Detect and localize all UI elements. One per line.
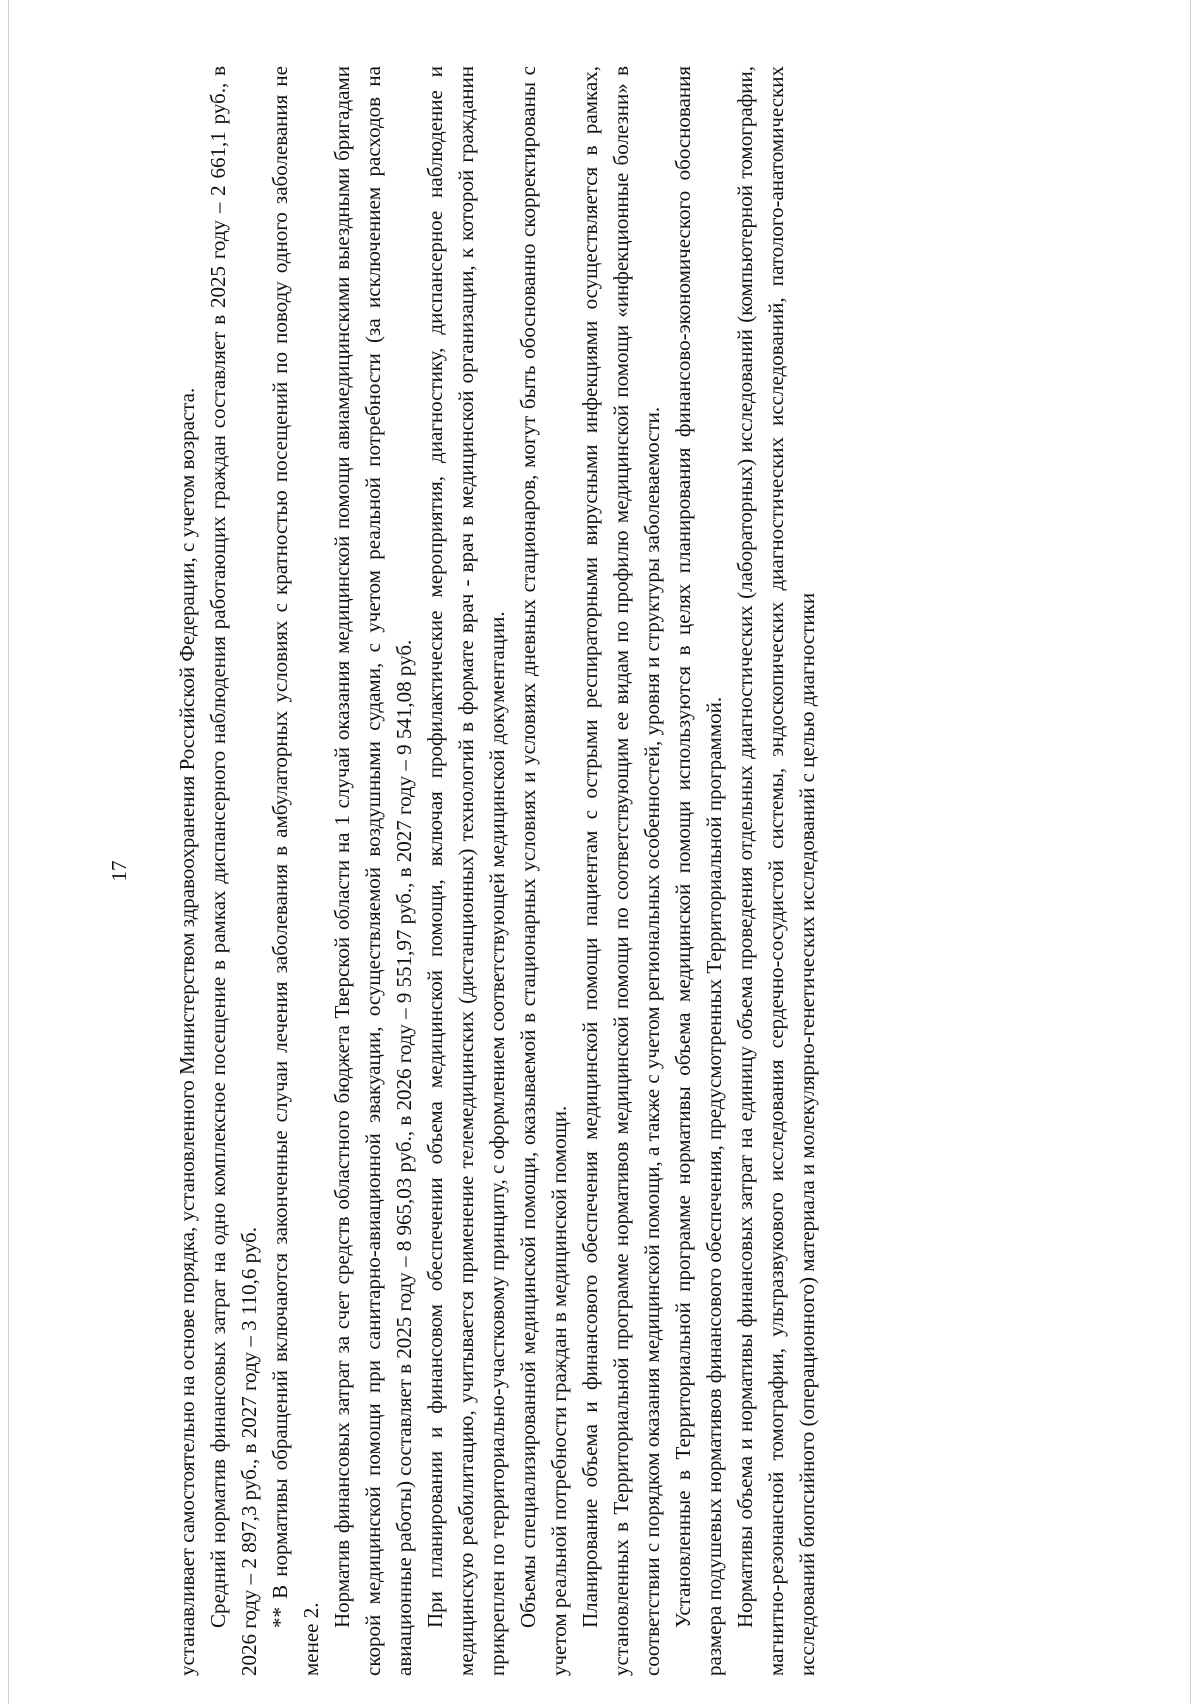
rotated-text-block [107, 66, 1052, 1676]
page-number: 17 [107, 860, 131, 882]
paragraph-8: Установленные в Территориальной программе нормативы объема медицинской помощи используются в целях планирования финансово-экономического обоснования размера подушевых нормативов финансового обеспечения, предусмотренных Территориальной программой. [671, 66, 726, 1676]
paragraph-4: Норматив финансовых затрат за счет средств областного бюджета Тверской области на 1 случай оказания медицинской помощи авиамедицинскими выездными бригадами скорой медицинской помощи при санитарно-авиационной эвакуации, осуществляемой воздушными судами, с учетом реальной потребности (за исключением расходов на авиационные работы) составляет в 2025 году – 8 965,03 руб., в 2026 году – 9 551,97 руб., в 2027 году – 9 541,08 руб. [330, 66, 416, 1676]
paragraph-5: При планировании и финансовом обеспечении объема медицинской помощи, включая профилактические мероприятия, диагностику, диспансерное наблюдение и медицинскую реабилитацию, учитывается применение телемедицинских (дистанционных) технологий в формате врач - врач в медицинской организации, к которой гражданин прикреплен по территориально-участковому принципу, с оформлением соответствующей медицинской документации. [423, 66, 509, 1676]
paragraph-9: Нормативы объема и нормативы финансовых затрат на единицу объема проведения отдельных диагностических (лабораторных) исследований (компьютерной томографии, магнитно-резонансной томографии, ультразвукового исследования сердечно-сосудистой системы, эндоскопических диагностических исследований, патолого-анатомических исследований биопсийного (операционного) материала и молекулярно-генетических исследований с целью диагностики [733, 66, 819, 1676]
paragraph-6: Объемы специализированной медицинской помощи, оказываемой в стационарных условиях и условиях дневных стационаров, могут быть обоснованно скорректированы с учетом реальной потребности граждан в медицинской помощи. [516, 66, 571, 1676]
body-text [172, 66, 823, 1676]
paragraph-7: Планирование объема и финансового обеспечения медицинской помощи пациентам с острыми респираторными вирусными инфекциями осуществляется в рамках, установленных в Территориальной программе нормативов медицинской помощи по соответствующим ее видам по профилю медицинской помощи «инфекционные болезни» в соответствии с порядком оказания медицинской помощи, а также с учетом региональных особенностей, уровня и структуры заболеваемости. [578, 66, 664, 1676]
scan-edge-left [8, 0, 9, 1704]
paragraph-1: устанавливает самостоятельно на основе порядка, установленного Министерством здравоохранения Российской Федерации, с учетом возраста. [175, 387, 199, 1676]
scan-edge-right [1190, 0, 1191, 1704]
paragraph-3: ** В нормативы обращений включаются законченные случаи лечения заболевания в амбулаторных условиях с кратностью посещений по поводу одного заболевания не менее 2. [268, 66, 323, 1676]
paragraph-2: Средний норматив финансовых затрат на одно комплексное посещение в рамках диспансерного наблюдения работающих граждан составляет в 2025 году – 2 661,1 руб., в 2026 году – 2 897,3 руб., в 2027 году – 3 110,6 руб. [206, 66, 261, 1676]
